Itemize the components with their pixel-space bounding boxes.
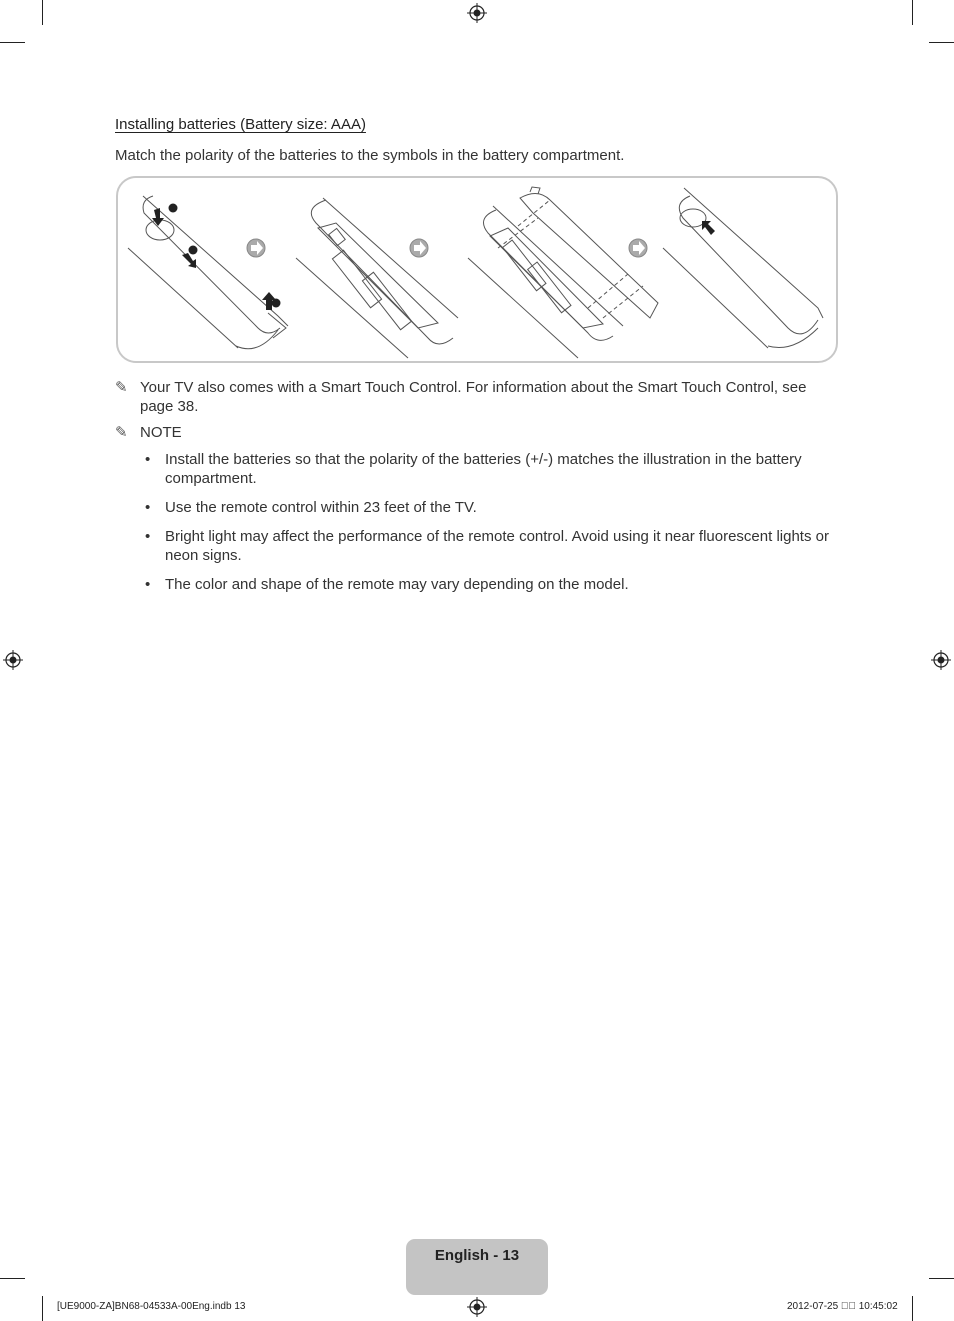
action-arrow-icon — [152, 208, 715, 310]
note-text: Your TV also comes with a Smart Touch Control. For information about the Smart Touch Control, see page 38. — [140, 379, 807, 415]
step-arrow-icon — [247, 239, 647, 257]
pencil-note-icon: ✎ — [115, 424, 128, 441]
crop-mark — [0, 42, 25, 43]
page-label: English - 13 — [434, 1247, 520, 1264]
page-number-tab — [406, 1239, 548, 1295]
list-item: • Bright light may affect the performance of the remote control. Avoid using it near fluorescent lights or neon signs. — [145, 528, 829, 564]
file-slug: [UE9000-ZA]BN68-04533A-00Eng.indb 13 — [57, 1301, 246, 1312]
crop-mark — [912, 1296, 913, 1321]
section-title: Installing batteries (Battery size: AAA) — [115, 116, 366, 133]
crop-mark — [929, 42, 954, 43]
note-bullet-list — [145, 450, 835, 604]
pencil-note-icon: ✎ — [115, 379, 128, 396]
crop-mark — [42, 1296, 43, 1321]
bullet-icon: • — [145, 499, 151, 516]
bullet-icon: • — [145, 451, 151, 468]
list-item: • Install the batteries so that the polarity of the batteries (+/-) matches the illustration in the battery compartment. — [145, 451, 802, 487]
list-item: • The color and shape of the remote may vary depending on the model. — [145, 576, 629, 593]
note-heading-text: NOTE — [140, 424, 182, 441]
crop-mark — [912, 0, 913, 25]
registration-mark-icon — [3, 650, 23, 670]
step-close-cover — [663, 188, 823, 348]
crop-mark — [929, 1278, 954, 1279]
print-timestamp: 2012-07-25 ￿￿ 10:45:02 — [787, 1301, 898, 1312]
registration-mark-icon — [467, 1297, 487, 1317]
crop-mark — [42, 0, 43, 25]
registration-mark-icon — [931, 650, 951, 670]
step-open-cover — [128, 196, 288, 349]
crop-mark — [0, 1278, 25, 1279]
intro-text: Match the polarity of the batteries to the symbols in the battery compartment. — [115, 147, 625, 164]
step-insert-batteries — [296, 198, 458, 358]
battery-installation-illustration — [118, 178, 836, 361]
list-item: • Use the remote control within 23 feet of the TV. — [145, 499, 477, 516]
battery-installation-figure — [116, 176, 838, 363]
bullet-icon: • — [145, 576, 151, 593]
registration-mark-icon — [467, 3, 487, 23]
step-align-cover — [468, 187, 658, 358]
bullet-icon: • — [145, 528, 151, 545]
